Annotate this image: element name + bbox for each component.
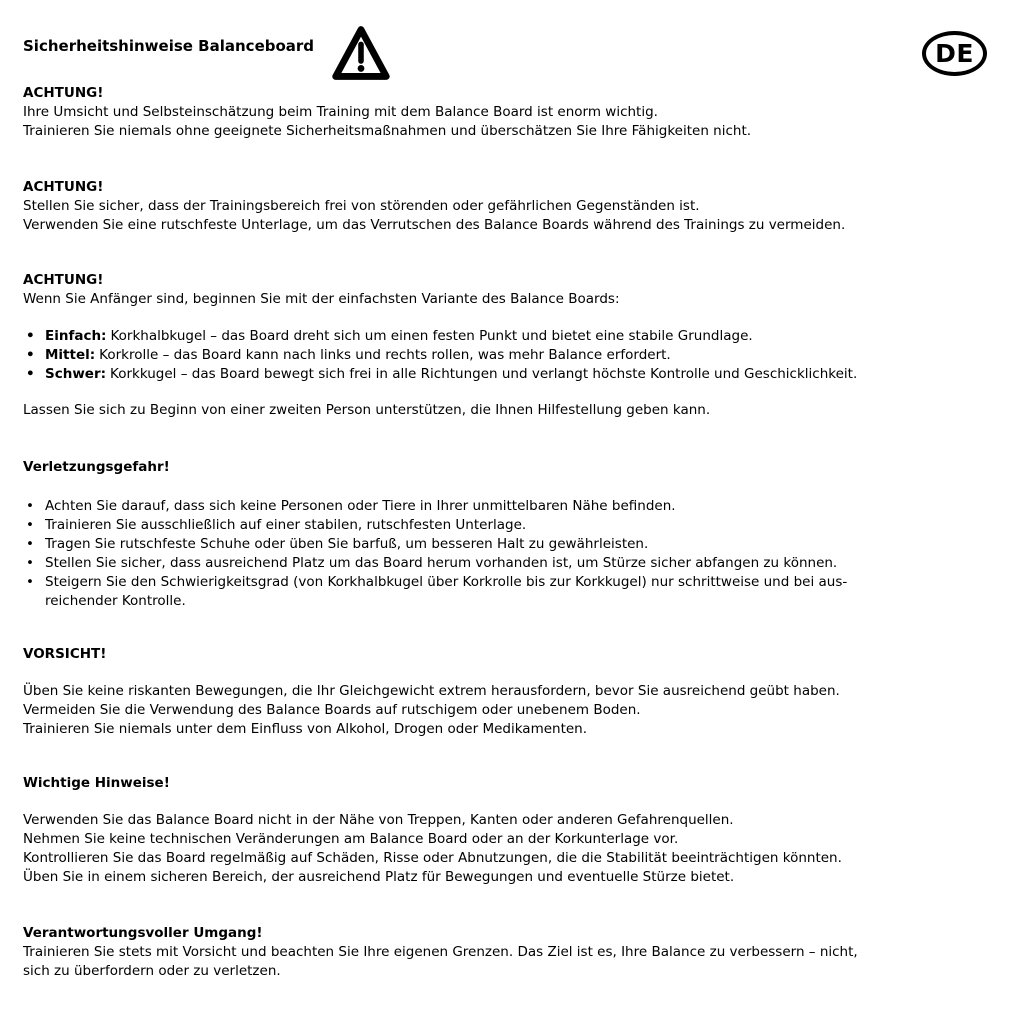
list-item <box>23 497 989 516</box>
paragraph-line: Verwenden Sie das Balance Board nicht in der Nähe von Treppen, Kanten oder anderen Gefahrenquellen. <box>23 812 734 828</box>
list-item-text: Korkhalbkugel – das Board dreht sich um einen festen Punkt und bietet eine stabile Grundlage. <box>110 328 753 344</box>
difficulty-label: Mittel: <box>45 347 96 363</box>
list-item-text: Korkkugel – das Board bewegt sich frei in alle Richtungen und verlangt höchste Kontrolle und Geschicklichkeit. <box>110 366 858 382</box>
injury-risk-list <box>23 497 989 611</box>
paragraph-line: Üben Sie keine riskanten Bewegungen, die Ihr Gleichgewicht extrem herausfordern, bevor Sie ausreichend geübt haben. <box>23 683 840 699</box>
paragraph-line: Nehmen Sie keine technischen Veränderungen am Balance Board oder an der Korkunterlage vor. <box>23 831 679 847</box>
list-item-text: Stellen Sie sicher, dass ausreichend Platz um das Board herum vorhanden ist, um Stürze sicher abfangen zu können. <box>45 555 838 571</box>
section-heading: VORSICHT! <box>23 646 107 662</box>
section-heading: Verantwortungsvoller Umgang! <box>23 925 263 941</box>
section-heading: ACHTUNG! <box>23 179 104 195</box>
list-item <box>23 535 989 554</box>
section-heading: Verletzungsgefahr! <box>23 459 170 475</box>
list-item-text: Tragen Sie rutschfeste Schuhe oder üben Sie barfuß, um besseren Halt zu gewährleisten. <box>45 536 649 552</box>
document-header <box>23 0 989 84</box>
section-heading: ACHTUNG! <box>23 272 104 288</box>
paragraph-line: Verwenden Sie eine rutschfeste Unterlage, um das Verrutschen des Balance Boards während des Trainings zu vermeiden. <box>23 217 846 233</box>
list-item <box>23 516 989 535</box>
paragraph-line: Kontrollieren Sie das Board regelmäßig auf Schäden, Risse oder Abnutzungen, die die Stabilität beeinträchtigen könnten. <box>23 850 842 866</box>
list-item-text: Achten Sie darauf, dass sich keine Personen oder Tiere in Ihrer unmittelbaren Nähe befinden. <box>45 498 676 514</box>
paragraph-line: Trainieren Sie niemals unter dem Einfluss von Alkohol, Drogen oder Medikamenten. <box>23 721 588 737</box>
bullet-icon: • <box>26 517 34 533</box>
paragraph-line: sich zu überfordern oder zu verletzen. <box>23 963 281 979</box>
list-item-text: Korkrolle – das Board kann nach links und rechts rollen, was mehr Balance erfordert. <box>99 347 671 363</box>
language-badge-label: DE <box>935 39 974 68</box>
bullet-icon: • <box>26 366 35 382</box>
paragraph-line: Trainieren Sie stets mit Vorsicht und beachten Sie Ihre eigenen Grenzen. Das Ziel ist es, Ihre Balance zu verbessern – nicht, <box>23 944 858 960</box>
difficulty-label: Schwer: <box>45 366 107 382</box>
section-achtung-3 <box>23 271 989 420</box>
paragraph-line: Ihre Umsicht und Selbsteinschätzung beim Training mit dem Balance Board ist enorm wichtig. <box>23 104 658 120</box>
list-item <box>23 365 989 384</box>
language-badge <box>922 31 987 76</box>
paragraph-line: Üben Sie in einem sicheren Bereich, der ausreichend Platz für Bewegungen und eventuelle Stürze bietet. <box>23 869 735 885</box>
bullet-icon: • <box>26 498 34 514</box>
bullet-icon: • <box>26 574 34 590</box>
paragraph-line: Stellen Sie sicher, dass der Trainingsbereich frei von störenden oder gefährlichen Gegenständen ist. <box>23 198 700 214</box>
section-heading: Wichtige Hinweise! <box>23 775 170 791</box>
difficulty-label: Einfach: <box>45 328 107 344</box>
difficulty-list <box>23 327 989 384</box>
section-wichtige-hinweise <box>23 774 989 887</box>
bullet-icon: • <box>26 347 35 363</box>
list-item-text: reichender Kontrolle. <box>45 593 186 609</box>
paragraph-line: Trainieren Sie niemals ohne geeignete Sicherheitsmaßnahmen und überschätzen Sie Ihre Fähigkeiten nicht. <box>23 123 752 139</box>
bullet-icon: • <box>26 536 34 552</box>
section-verletzungsgefahr <box>23 458 989 611</box>
bullet-icon: • <box>26 328 35 344</box>
section-achtung-2 <box>23 178 989 235</box>
list-item <box>23 327 989 346</box>
section-achtung-1 <box>23 84 989 141</box>
list-item-text: Trainieren Sie ausschließlich auf einer stabilen, rutschfesten Unterlage. <box>45 517 527 533</box>
list-item <box>23 346 989 365</box>
list-item <box>23 554 989 573</box>
section-heading: ACHTUNG! <box>23 85 104 101</box>
warning-triangle-icon <box>330 24 392 88</box>
list-item-text: Steigern Sie den Schwierigkeitsgrad (von Korkhalbkugel über Korkrolle bis zur Korkkugel) nur schrittweise und bei aus- <box>45 574 848 590</box>
paragraph-line: Wenn Sie Anfänger sind, beginnen Sie mit der einfachsten Variante des Balance Boards: <box>23 291 620 307</box>
page-title: Sicherheitshinweise Balanceboard <box>23 37 315 55</box>
paragraph-line: Lassen Sie sich zu Beginn von einer zweiten Person unterstützen, die Ihnen Hilfestellung geben kann. <box>23 402 711 418</box>
list-item <box>23 573 989 611</box>
paragraph-line: Vermeiden Sie die Verwendung des Balance Boards auf rutschigem oder unebenem Boden. <box>23 702 641 718</box>
section-verantwortungsvoller-umgang <box>23 924 989 981</box>
section-vorsicht <box>23 645 989 739</box>
bullet-icon: • <box>26 555 34 571</box>
